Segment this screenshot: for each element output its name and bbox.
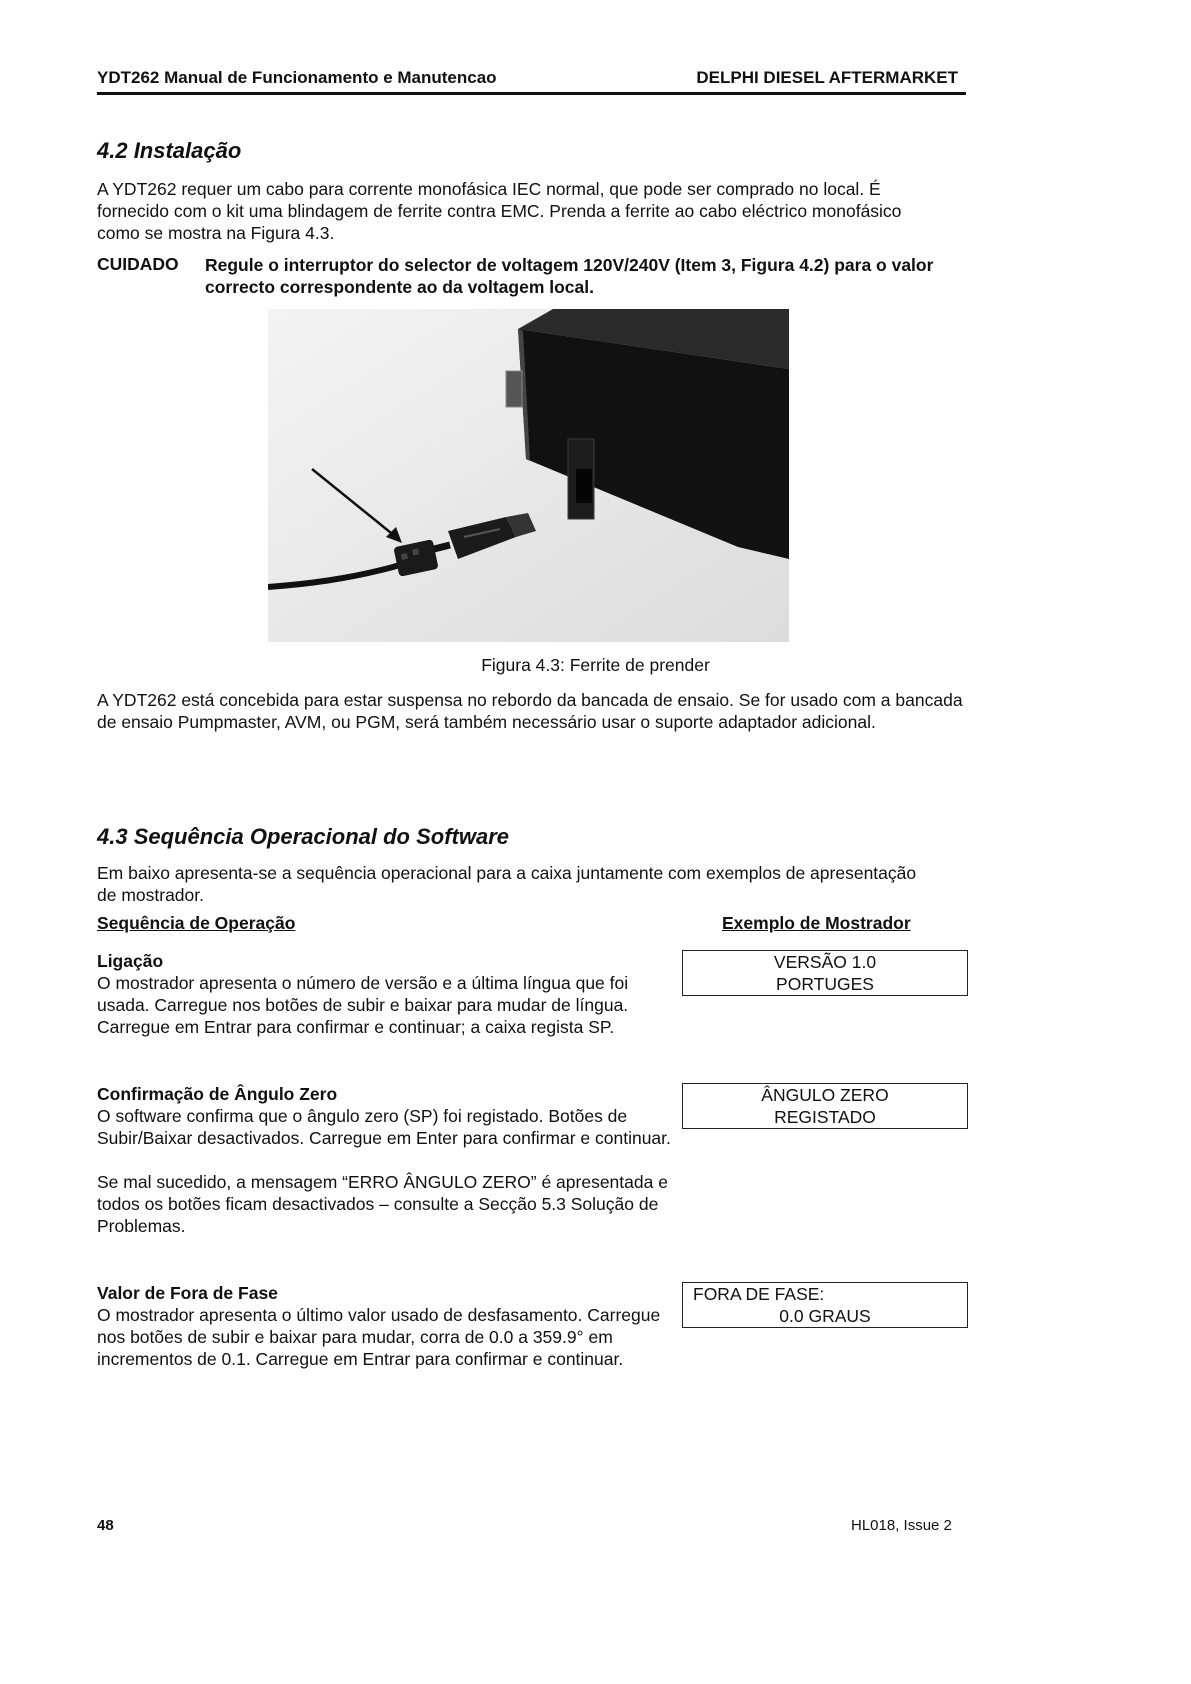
display-line: 0.0 GRAUS	[779, 1306, 871, 1326]
item-text: O mostrador apresenta o número de versão e a última língua que foi usada. Carregue nos botões de subir e baixar para mudar de língua. Carregue em Entrar para confirmar e continuar; a caixa regista SP.	[97, 973, 629, 1037]
ferrite-photo-illustration	[268, 309, 789, 642]
sequence-item-power-on	[97, 950, 672, 1038]
caution-text: Regule o interruptor do selector de voltagem 120V/240V (Item 3, Figura 4.2) para o valor correcto correspondente ao da voltagem local.	[205, 255, 934, 297]
sequence-intro-paragraph: Em baixo apresenta-se a sequência operacional para a caixa juntamente com exemplos de apresentação de mostrador.	[97, 863, 917, 905]
header-manual-title: YDT262 Manual de Funcionamento e Manutencao	[97, 68, 497, 87]
sequence-item-out-of-phase	[97, 1282, 677, 1370]
item-title: Valor de Fora de Fase	[97, 1283, 278, 1303]
display-example-zero-angle	[682, 1083, 968, 1129]
item-text-error: Se mal sucedido, a mensagem “ERRO ÂNGULO ZERO” é apresentada e todos os botões ficam desactivados – consulte a Secção 5.3 Solução de Problemas.	[97, 1172, 668, 1236]
section-4-2-title: 4.2 Instalação	[97, 138, 242, 163]
display-line: VERSÃO 1.0	[773, 952, 877, 972]
caution-label: CUIDADO	[97, 254, 179, 274]
display-line: PORTUGES	[776, 974, 874, 994]
display-example-out-of-phase	[682, 1282, 968, 1328]
header-company: DELPHI DIESEL AFTERMARKET	[696, 68, 958, 87]
document-reference: HL018, Issue 2	[851, 1517, 952, 1534]
installation-paragraph: A YDT262 requer um cabo para corrente monofásica IEC normal, que pode ser comprado no local. É fornecido com o kit uma blindagem de ferrite contra EMC. Prenda a ferrite ao cabo eléctrico monofásico como se mostra na Figura 4.3.	[97, 179, 902, 243]
mounting-paragraph: A YDT262 está concebida para estar suspensa no rebordo da bancada de ensaio. Se for usado com a bancada de ensaio Pumpmaster, AVM, ou PGM, será também necessário usar o suporte adaptador adicional.	[97, 690, 963, 732]
display-example-version	[682, 950, 968, 996]
item-title: Ligação	[97, 951, 164, 971]
display-column-heading: Exemplo de Mostrador	[722, 913, 911, 933]
ferrite-photo	[268, 309, 789, 642]
item-text: O software confirma que o ângulo zero (SP) foi registado. Botões de Subir/Baixar desactivados. Carregue em Enter para confirmar e continuar.	[97, 1106, 671, 1148]
section-4-3-title: 4.3 Sequência Operacional do Software	[97, 824, 510, 849]
page-header	[97, 66, 966, 95]
page-number: 48	[97, 1517, 114, 1534]
sequence-item-zero-angle	[97, 1083, 677, 1237]
figure-caption: Figura 4.3: Ferrite de prender	[481, 655, 710, 675]
item-text: O mostrador apresenta o último valor usado de desfasamento. Carregue nos botões de subir e baixar para mudar, corra de 0.0 a 359.9° em incrementos de 0.1. Carregue em Entrar para confirmar e continuar.	[97, 1305, 661, 1369]
display-line: ÂNGULO ZERO	[761, 1085, 889, 1105]
item-title: Confirmação de Ângulo Zero	[97, 1084, 338, 1104]
display-line: FORA DE FASE:	[693, 1284, 825, 1304]
display-line: REGISTADO	[774, 1107, 876, 1127]
sequence-column-heading: Sequência de Operação	[97, 913, 296, 933]
